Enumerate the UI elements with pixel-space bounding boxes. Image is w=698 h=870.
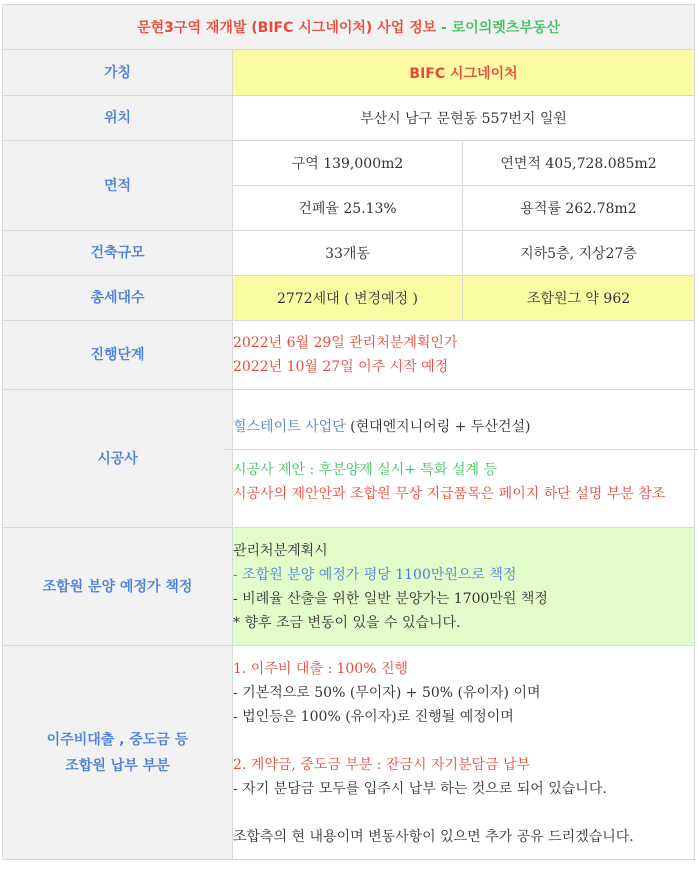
- builder-proposal: 시공사 제안 : 후분양제 실시+ 특화 설계 등: [233, 462, 497, 478]
- households-row: [3, 276, 695, 321]
- scale-buildings: 33개동: [233, 231, 463, 276]
- title-separator: -: [436, 20, 452, 36]
- builder-note: 시공사의 제안안과 조합원 무상 지급품목은 페이지 하단 설명 부분 참조: [233, 486, 666, 502]
- project-info-table: [2, 4, 695, 860]
- area-label: 면적: [3, 141, 233, 231]
- stage-value: [233, 321, 695, 390]
- payment-section-2-title: 2. 계약금, 중도금 부분 : 잔금시 자기분담금 납부: [233, 756, 531, 773]
- payment-label-line-1: 이주비대출 , 중도금 등: [46, 731, 189, 748]
- location-label: 위치: [3, 96, 233, 141]
- area-row-1: [3, 141, 695, 186]
- stage-label: 진행단계: [3, 321, 233, 390]
- builder-company: [233, 405, 694, 449]
- payment-section-2-line-1: - 자기 분담금 모두를 입주시 납부 하는 것으로 되어 있습니다.: [233, 780, 607, 797]
- price-line-3: - 비례율 산출을 위한 일반 분양가는 1700만원 책정: [233, 590, 548, 607]
- area-floor-area: 연면적 405,728.085m2: [463, 141, 695, 186]
- payment-value: [233, 646, 695, 860]
- scale-label: 건축규모: [3, 231, 233, 276]
- price-value: [233, 528, 695, 646]
- area-far: 용적률 262.78m2: [463, 186, 695, 231]
- price-line-2: - 조합원 분양 예정가 평당 1100만원으로 책정: [233, 566, 517, 583]
- builder-company-link[interactable]: 힐스테이트 사업단: [233, 419, 346, 435]
- scale-row: [3, 231, 695, 276]
- area-zone: 구역 139,000m2: [233, 141, 463, 186]
- stage-row: [3, 321, 695, 390]
- location-value: 부산시 남구 문현동 557번지 일원: [233, 96, 695, 141]
- payment-label-line-2: 조합원 납부 부분: [65, 757, 170, 774]
- spacer: [233, 729, 694, 753]
- payment-footer-note: 조합측의 현 내용이며 변동사항이 있으면 추가 공유 드리겠습니다.: [233, 828, 634, 845]
- header-row: [3, 5, 695, 50]
- source-label: 로이의렛츠부동산: [451, 20, 560, 36]
- payment-section-1-line-1: - 기본적으로 50% (무이자) + 50% (유이자) 이며: [233, 684, 541, 701]
- name-value: BIFC 시그네이처: [233, 50, 695, 96]
- location-row: [3, 96, 695, 141]
- spacer: [233, 801, 694, 825]
- price-line-1: 관리처분계획시: [233, 542, 328, 559]
- households-members: 조합원그 약 962: [463, 276, 695, 321]
- name-label: 가칭: [3, 50, 233, 96]
- builder-row: [3, 390, 695, 528]
- households-label: 총세대수: [3, 276, 233, 321]
- stage-line-1: 2022년 6월 29일 관리처분계획인가: [233, 335, 458, 351]
- scale-floors: 지하5층, 지상27층: [463, 231, 695, 276]
- households-total: 2772세대 ( 변경예정 ): [233, 276, 463, 321]
- payment-section-1-title: 1. 이주비 대출 : 100% 진행: [233, 660, 409, 677]
- payment-section-1-line-2: - 법인등은 100% (유이자)로 진행될 예정이며: [233, 708, 514, 725]
- price-row: [3, 528, 695, 646]
- payment-row: [3, 646, 695, 860]
- builder-value: [233, 390, 695, 528]
- price-line-4: * 향후 조금 변동이 있을 수 있습니다.: [233, 614, 461, 631]
- payment-label: [3, 646, 233, 860]
- name-row: [3, 50, 695, 96]
- area-coverage: 건폐율 25.13%: [233, 186, 463, 231]
- price-label: 조합원 분양 예정가 책정: [3, 528, 233, 646]
- builder-company-rest: (현대엔지니어링 + 두산건설): [345, 419, 531, 435]
- table-header: [3, 5, 695, 50]
- builder-label: 시공사: [3, 390, 233, 528]
- page-title: 문현3구역 재개발 (BIFC 시그네이처) 사업 정보: [137, 20, 437, 36]
- stage-line-2: 2022년 10월 27일 이주 시작 예정: [233, 359, 449, 375]
- builder-details: [233, 450, 694, 512]
